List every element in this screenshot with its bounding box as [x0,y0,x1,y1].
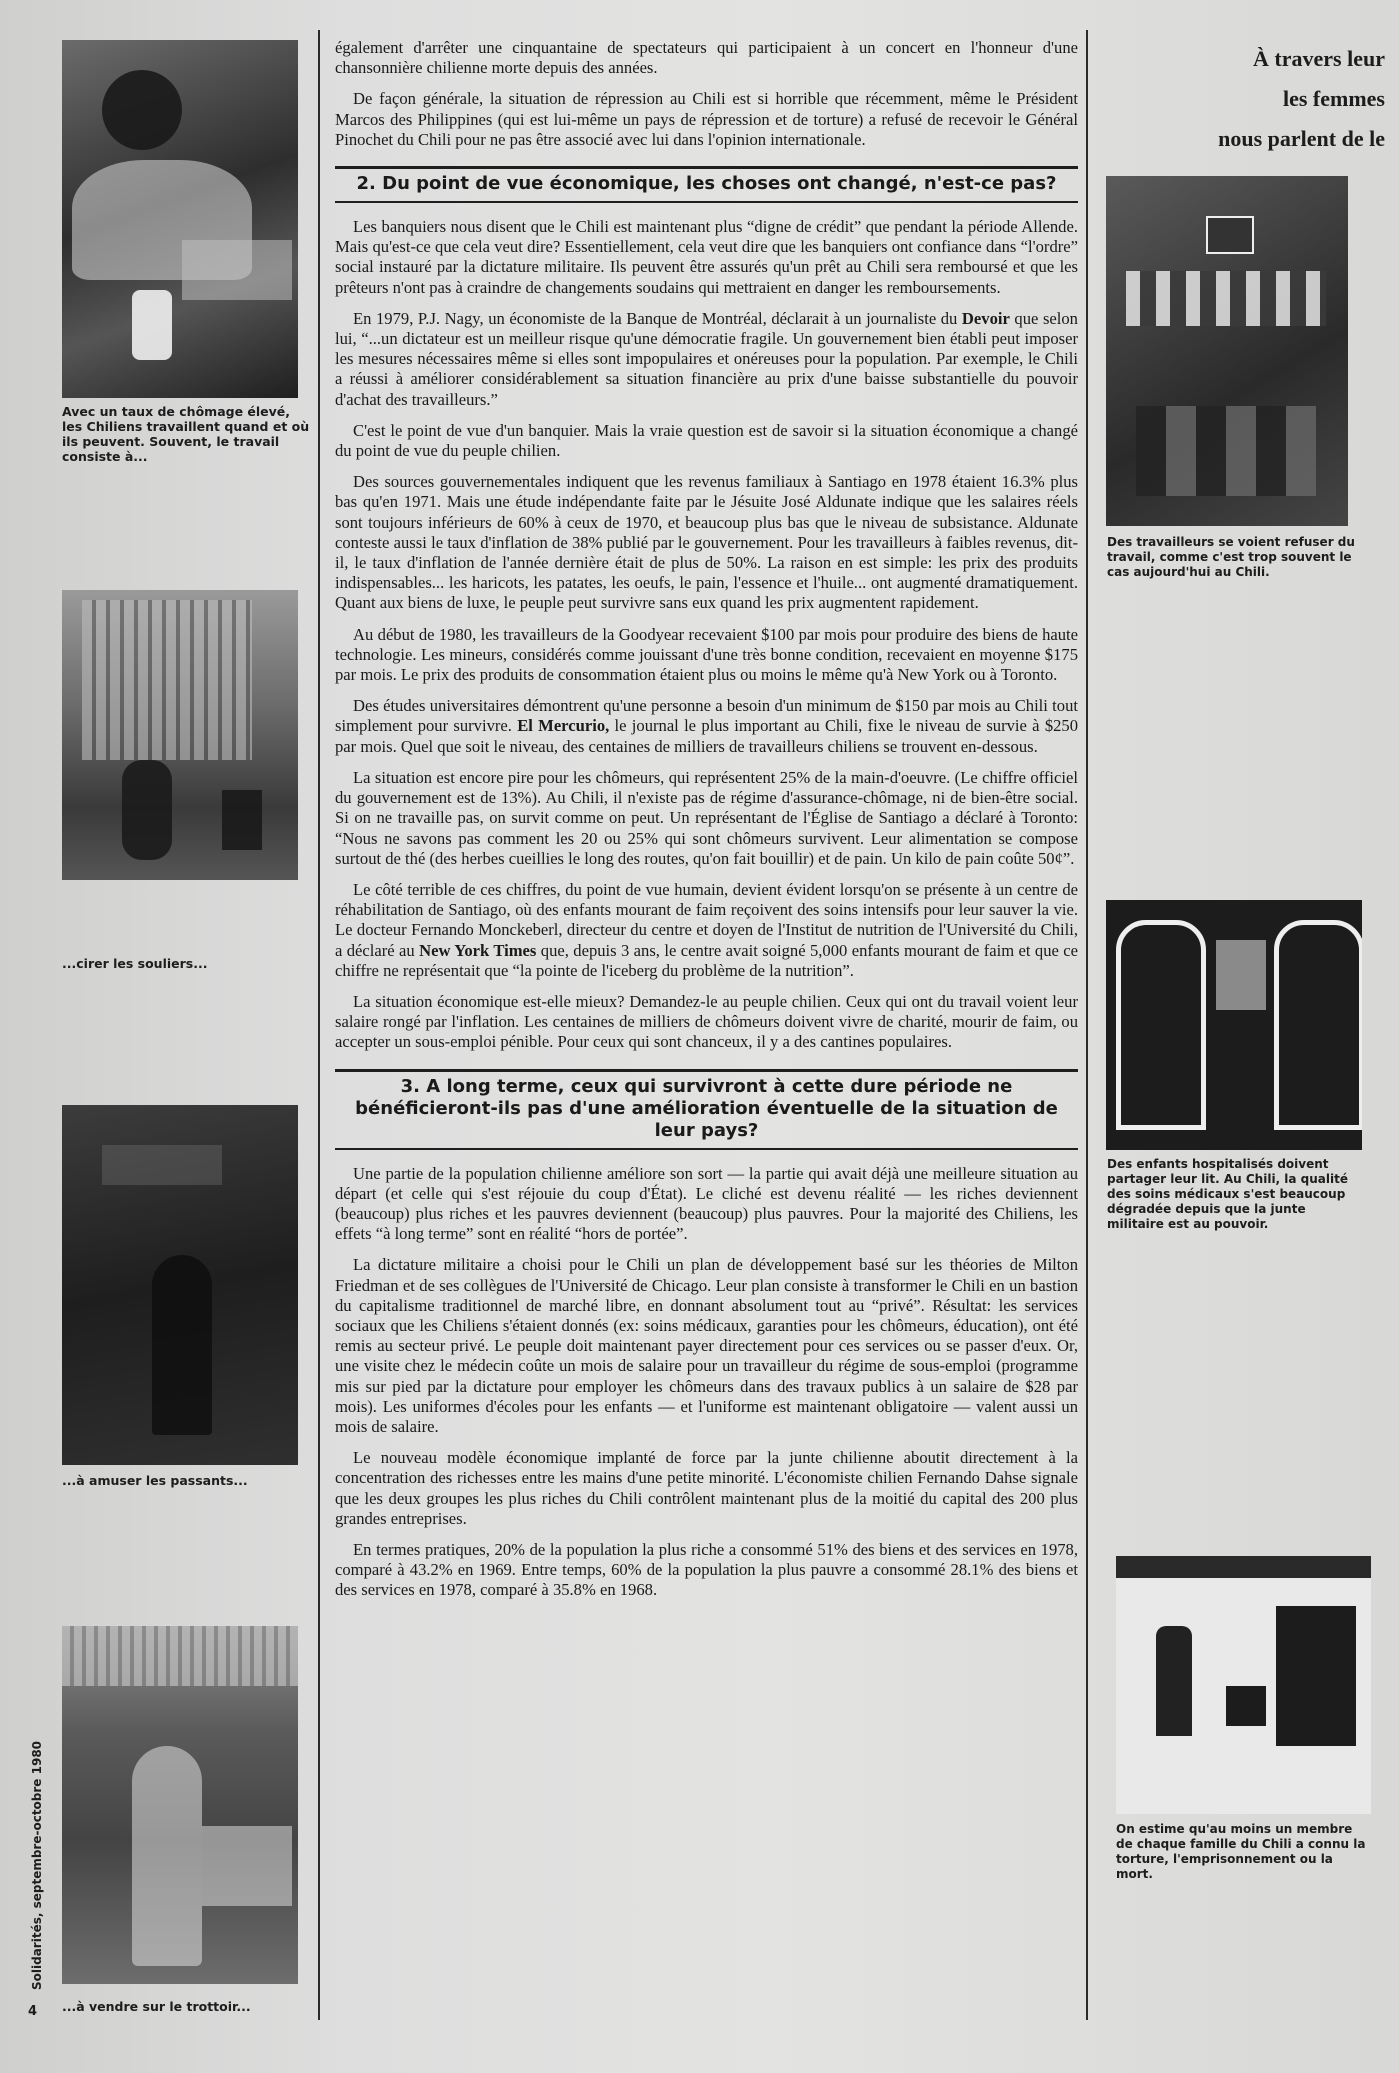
sidebar-title-line-2: les femmes [1282,86,1385,111]
column-divider-right [1086,30,1088,2020]
q2-paragraph-3: C'est le point de vue d'un banquier. Mais la vraie question est de savoir si la situation économique a changé du point de vue du peuple chilien. [335,420,1078,461]
q2-p2-text-a: En 1979, P.J. Nagy, un économiste de la Banque de Montréal, déclarait à un journaliste du [353,308,958,328]
q2-p6-text-c: le journal le plus important au Chili, fixe le niveau de survie à $250 par mois. Quel que soit le niveau, des centaines de milliers de travailleurs chiliens se trouvent en-dessous. [335,716,1079,756]
publication-label: Solidarités, septembre-octobre 1980 [30,1740,44,1990]
q2-paragraph-8 [335,880,1078,981]
arpillera-workers [1106,176,1348,526]
q2-p6-mercurio: El Mercurio, [517,716,610,736]
page-number: 4 [28,2004,38,2019]
q2-paragraph-6 [335,696,1078,757]
caption-arpillera-2: Des enfants hospitalisés doivent partager leur lit. Au Chili, la qualité des soins médicaux s'est beaucoup dégradée depuis que la junte militaire est au pouvoir. [1107,1157,1349,1231]
sidebar-title-line-1: À travers leur [1253,46,1385,71]
q2-paragraph-5: Au début de 1980, les travailleurs de la Goodyear recevaient $100 par mois pour produire des biens de haute technologie. Les mineurs, considérés comme jouissant d'une très bonne condition, recevaient en moyenne $175 par mois. Le prix des produits de consommation étaient plus ou moins le même qu'à New York ou à Toronto. [335,624,1078,685]
arpillera-hospital [1106,900,1362,1150]
q2-paragraph-2 [335,309,1078,410]
q2-paragraph-9: La situation économique est-elle mieux? Demandez-le au peuple chilien. Ceux qui ont du travail voient leur salaire rongé par l'inflation. Les centaines de milliers de chômeurs doivent vivre de charité, mourir de faim, ou accepter un sous-emploi pénible. Pour ceux qui sont chanceux, il y a des cantines populaires. [335,991,1078,1052]
sidebar-title-line-3: nous parlent de le [1218,126,1385,151]
photo-woman-working [62,40,298,398]
question-2-heading: 2. Du point de vue économique, les choses ont changé, n'est-ce pas? [335,166,1078,203]
column-divider-left [318,30,320,2020]
photo-street-vendor [62,1626,298,1984]
caption-arpillera-3: On estime qu'au moins un membre de chaque famille du Chili a connu la torture, l'emprisonnement ou la mort. [1116,1822,1366,1881]
q3-paragraph-1: Une partie de la population chilienne améliore son sort — la partie qui avait déjà une meilleure situation au départ (et celle qui s'est réjouie du coup d'État). Le cliché est devenu réalité — les riches deviennent (beaucoup) plus riches et les pauvres deviennent (beaucoup) plus pauvres. Pour la majorité des Chiliens, les effets “à long terme” sont en réalité “hors de portée”. [335,1163,1078,1244]
q2-p2-text-c: que selon lui, “...un dictateur est un meilleur risque qu'une démocratie fragile. Un gouvernement bien établi peut imposer les mesures nécessaires même si elles sont impopulaires et onéreuses pour la population. Par exemple, le Chili a réussi à améliorer considérablement sa situation financière au prix d'une baisse substantielle du pouvoir d'achat des travailleurs.” [335,308,1078,409]
caption-photo-3: ...à amuser les passants... [62,1473,248,1488]
caption-arpillera-1: Des travailleurs se voient refuser du travail, comme c'est trop souvent le cas aujourd'hui au Chili. [1107,535,1355,579]
question-3-heading: 3. A long terme, ceux qui survivront à cette dure période ne bénéficieront-ils pas d'une amélioration éventuelle de la situation de leur pays? [335,1069,1078,1150]
q2-paragraph-4: Des sources gouvernementales indiquent que les revenus familiaux à Santiago en 1978 étaient 16.3% plus bas qu'en 1971. Mais une étude indépendante faite par le Jésuite José Aldunate indique que les salaires réels sont toujours inférieurs de 60% à ceux de 1970, et beaucoup plus bas que le niveau de subsistance. Aldunate conteste aussi le taux d'inflation de 38% publié par le gouvernement. Pour les travailleurs à faibles revenus, dit-il, le taux d'inflation de l'année dernière était de plus de 50%. La raison en est simple: les prix des produits indispensables... les haricots, les patates, les oeufs, le pain, l'essence et l'huile... ont augmenté dramatiquement. Quant aux biens de luxe, le peuple peut survivre sans eux quand les prix augmentent rapidement. [335,472,1078,613]
intro-paragraph-1: également d'arrêter une cinquantaine de spectateurs qui participaient à un concert en l'honneur d'une chansonnière chilienne morte depuis des années. [335,38,1078,78]
q2-p8-nyt: New York Times [419,940,537,960]
q2-p8-text-c: que, depuis 3 ans, le centre avait soigné 5,000 enfants mourant de faim et que ce chiffre ne représentait que “la pointe de l'iceberg du problème de la nutrition”. [335,940,1079,980]
photo-street-performer [62,1105,298,1465]
caption-photo-1: Avec un taux de chômage élevé, les Chiliens travaillent quand et où ils peuvent. Souvent, le travail consiste à... [62,404,310,464]
q2-p8-text-a: Le côté terrible de ces chiffres, du point de vue humain, devient évident lorsqu'on se présente à un centre de réhabilitation de Santiago, où des enfants mourant de faim reçoivent des soins intensifs pour leur sauver la vie. Le docteur Fernando Monckeberl, directeur du centre et doyen de l'Institut de nutrition de l'Université du Chili, a déclaré au [335,879,1078,960]
q3-paragraph-3: Le nouveau modèle économique implanté de force par la junte chilienne aboutit directement à la concentration des richesses entre les mains d'une petite minorité. L'économiste chilien Fernando Dahse signale que les deux groupes les plus riches du Chili contrôlent maintenant plus de la moitié du capital des 200 plus grandes entreprises. [335,1448,1078,1528]
intro-paragraph-2: De façon générale, la situation de répression au Chili est si horrible que récemment, même le Président Marcos des Philippines (qui est lui-même un pays de répression et de torture) a refusé de recevoir le Général Pinochet du Chili pour ne pas être associé avec lui dans l'opinion internationale. [335,89,1078,149]
q2-paragraph-1: Les banquiers nous disent que le Chili est maintenant plus “digne de crédit” que pendant la période Allende. Mais qu'est-ce que cela veut dire? Essentiellement, cela veut dire que les banquiers ont confiance dans “l'ordre” social instauré par la dictature militaire. Ils peuvent être assurés qu'un prêt au Chili sera remboursé et que les prêteurs n'ont pas à craindre de changements soudains qui mettraient en danger les remboursements. [335,217,1078,297]
q3-paragraph-4: En termes pratiques, 20% de la population la plus riche a consommé 51% des biens et des services en 1978, comparé à 43.2% en 1969. Entre temps, 60% de la population la plus pauvre a consommé 28.1% des biens et des services en 1978, comparé à 35.8% en 1968. [335,1539,1078,1600]
q2-p6-text-a: Des études universitaires démontrent qu'une personne a besoin d'un minimum de $150 par mois au Chili tout simplement pour survivre. [335,696,1078,736]
q2-p2-devoir: Devoir [961,308,1010,328]
q3-paragraph-2: La dictature militaire a choisi pour le Chili un plan de développement basé sur les théories de Milton Friedman et de ses collègues de l'Université de Chicago. Leur plan consiste à transformer le Chili en un bastion du capitalisme traditionnel de marché libre, en donnant absolument tout au “privé”. Résultat: les services sociaux que les Chiliens s'étaient donnés (ex: soins médicaux, garanties pour les chômeurs, éducation), ont été remis au secteur privé. Le peuple doit maintenant payer directement pour ces services ou se passer d'eux. Or, une visite chez le médecin coûte un mois de salaire pour un travailleur du régime de sous-emploi (programme mis sur pied par la dictature pour employer les chômeurs dans des travaux publics à un salaire de $28 par mois). Les uniformes d'écoles pour les enfants — et l'uniforme est maintenant obligatoire — valent aussi un mois de salaire. [335,1255,1078,1436]
photo-shoeshine [62,590,298,880]
main-article [335,38,1078,1612]
q2-paragraph-7: La situation est encore pire pour les chômeurs, qui représentent 25% de la main-d'oeuvre. (Le chiffre officiel du gouvernement est de 13%). Au Chili, il n'existe pas de régime d'assurance-chômage, ni de bien-être social. Si on ne travaille pas, on survit comme on peut. Un représentant de l'Église de Santiago a déclaré à Toronto: “Nous ne savons pas comment les 20 ou 25% qui sont chômeurs survivent. Leur alimentation se compose surtout de thé (des herbes cueillies le long des routes, qu'on fait bouillir) et de pain. Un kilo de pain coûte 50¢”. [335,767,1078,868]
arpillera-torture [1116,1556,1371,1814]
caption-photo-2: ...cirer les souliers... [62,956,208,971]
caption-photo-4: ...à vendre sur le trottoir... [62,1999,251,2014]
